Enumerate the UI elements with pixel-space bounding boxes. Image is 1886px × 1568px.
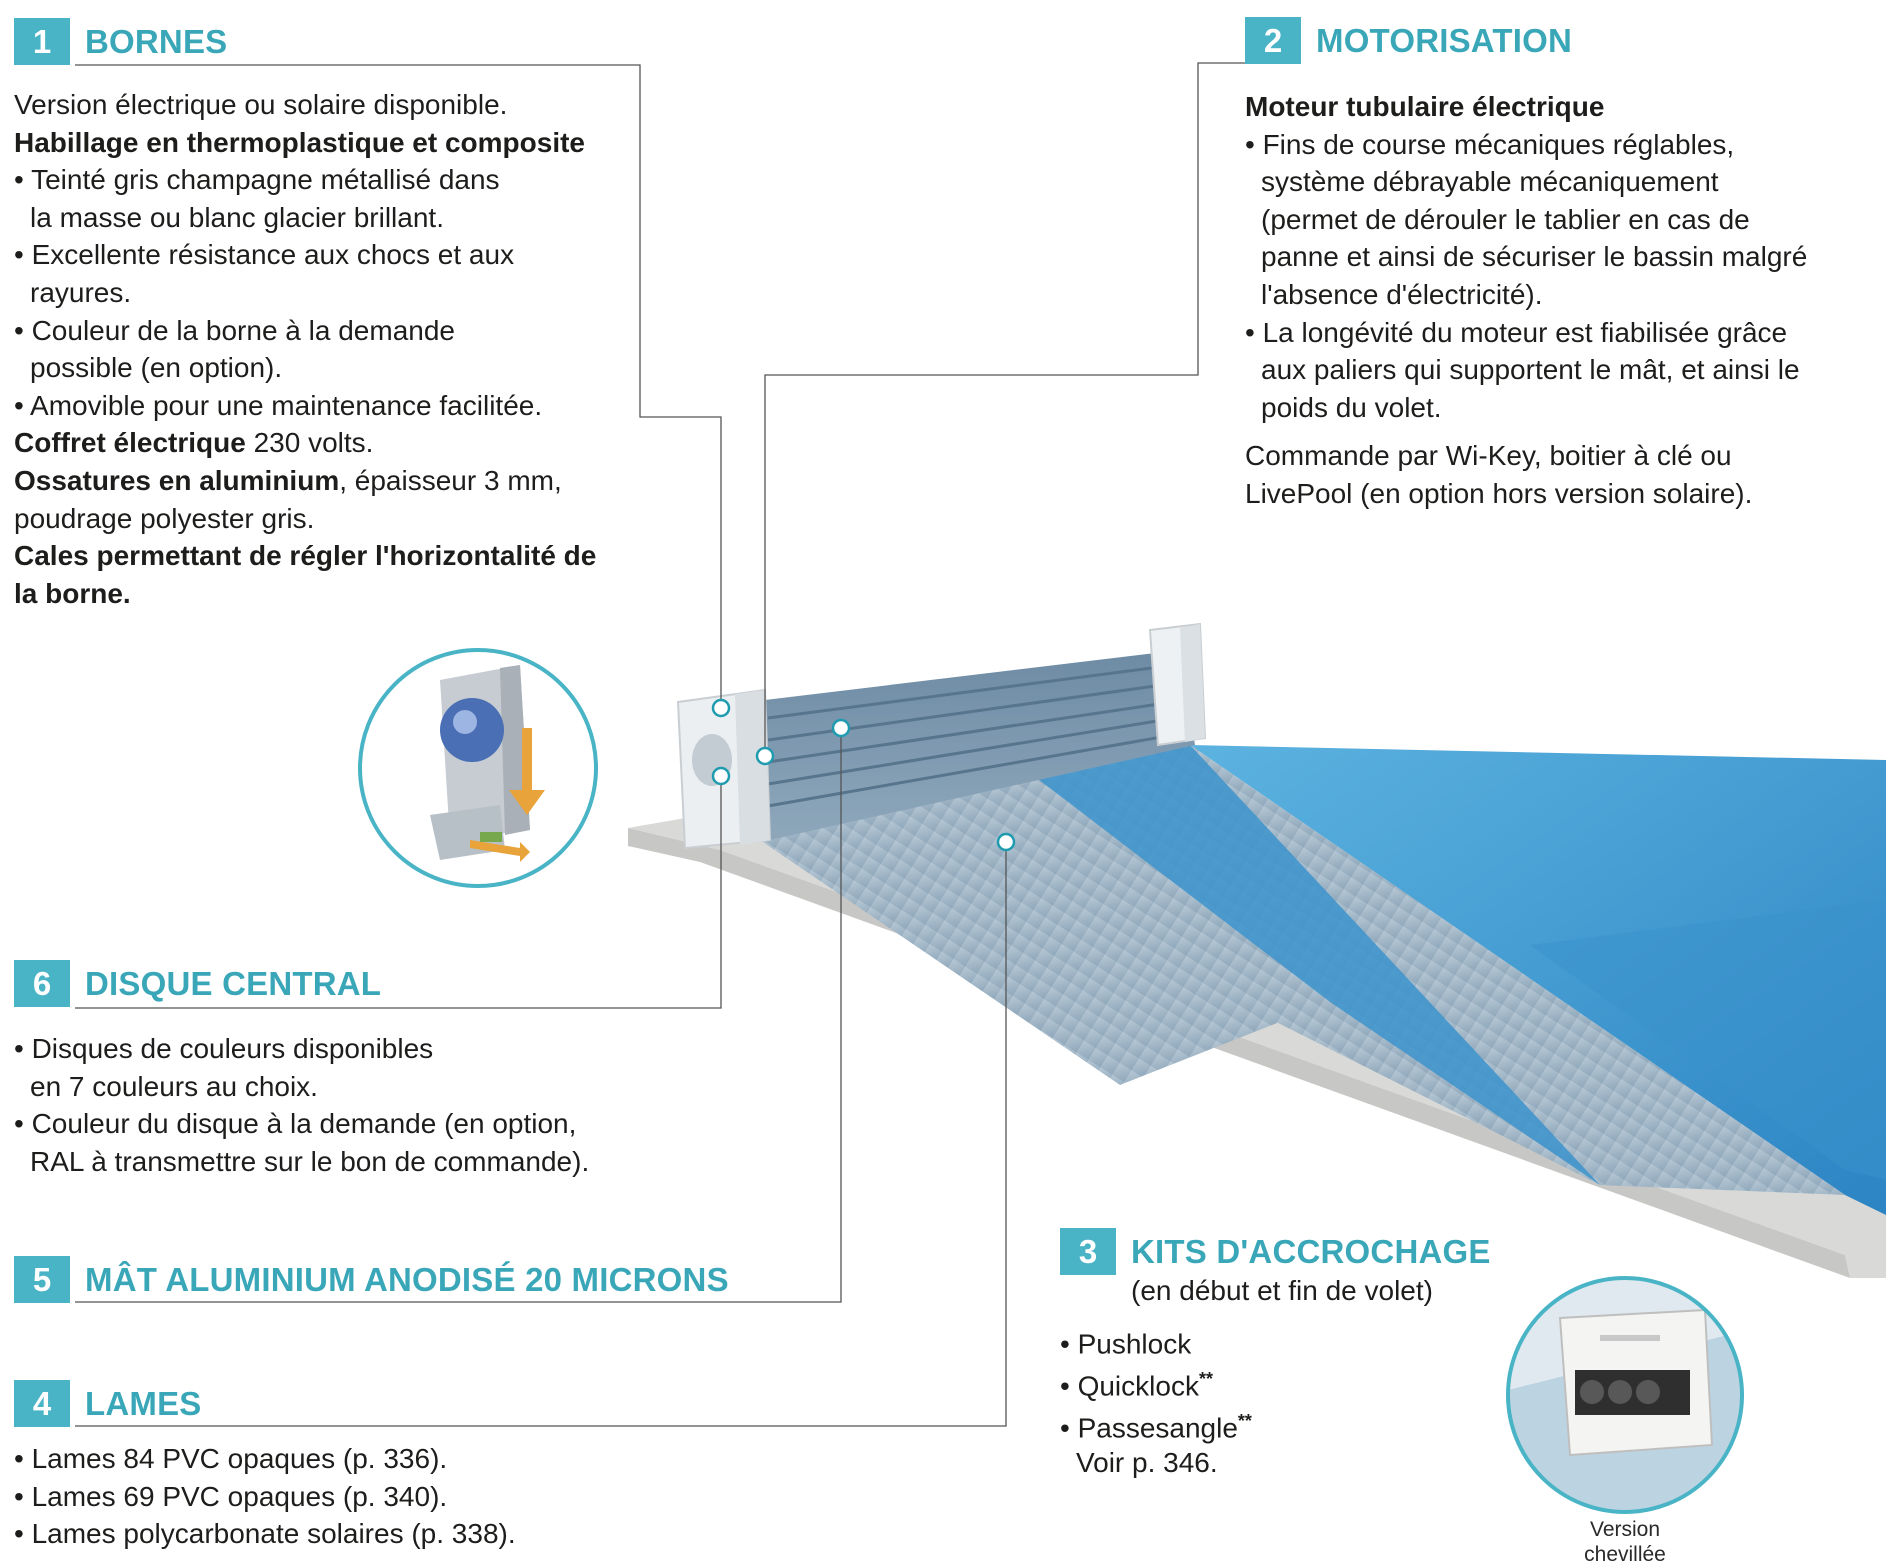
list-item xyxy=(1060,1362,1252,1404)
coffret-line xyxy=(14,424,596,462)
section-bornes-header xyxy=(14,18,227,65)
text-line: poudrage polyester gris. xyxy=(14,502,315,534)
section-subtitle: Moteur tubulaire électrique xyxy=(1245,91,1605,122)
section-subtitle: (en début et fin de volet) xyxy=(1131,1275,1433,1306)
text-line: la borne. xyxy=(14,577,131,609)
section-title: KITS D'ACCROCHAGE xyxy=(1131,1232,1491,1270)
photo-caption xyxy=(1545,1517,1705,1567)
dot-mat xyxy=(833,720,849,736)
section-kits-text xyxy=(1060,1320,1252,1481)
section-disque-text xyxy=(14,1030,589,1180)
section-motorisation-text xyxy=(1245,88,1807,513)
section-title: MOTORISATION xyxy=(1316,21,1573,59)
section-number: 1 xyxy=(14,18,70,65)
text-line: (permet de dérouler le tablier en cas de xyxy=(1261,203,1750,235)
ossatures-rest: , épaisseur 3 mm, xyxy=(339,464,562,496)
text-line: l'absence d'électricité). xyxy=(1261,278,1543,310)
section-lames-text xyxy=(14,1440,516,1553)
text-line: aux paliers qui supportent le mât, et ainsi le xyxy=(1261,354,1800,386)
text-line: la masse ou blanc glacier brillant. xyxy=(30,201,444,233)
section-number: 2 xyxy=(1245,17,1301,64)
text-line: rayures. xyxy=(30,276,132,308)
text-line: • Amovible pour une maintenance facilitée. xyxy=(14,389,543,421)
section-bornes-text xyxy=(14,86,596,612)
item-mark: ** xyxy=(1237,1410,1252,1431)
caption-line: Version xyxy=(1589,1518,1661,1541)
section-lames-header xyxy=(14,1380,202,1427)
dot-bornes xyxy=(713,700,729,716)
ossatures-bold: Ossatures en aluminium xyxy=(14,464,340,496)
section-disque-header xyxy=(14,960,381,1007)
hook-detail-inset xyxy=(1508,1278,1748,1518)
item-label: • Passesangle xyxy=(1060,1411,1238,1443)
item-label: • Quicklock xyxy=(1060,1370,1199,1402)
text-line: • Disques de couleurs disponibles xyxy=(14,1033,434,1064)
text-line: possible (en option). xyxy=(30,352,283,384)
section-number: 6 xyxy=(14,960,70,1007)
caption-line: chevillée xyxy=(1584,1543,1666,1566)
section-title: MÂT ALUMINIUM ANODISÉ 20 MICRONS xyxy=(85,1260,729,1298)
item-label: • Pushlock xyxy=(1060,1328,1192,1360)
text-line: • Fins de course mécaniques réglables, xyxy=(1245,128,1735,160)
text-line: • La longévité du moteur est fiabilisée grâce xyxy=(1245,316,1788,348)
dot-disque xyxy=(713,768,729,784)
section-number: 5 xyxy=(14,1256,70,1303)
ossatures-line xyxy=(14,462,596,500)
text-line: Habillage en thermoplastique et composite xyxy=(14,126,586,158)
section-motorisation-header xyxy=(1245,17,1572,64)
section-kits-subtitle xyxy=(1131,1272,1433,1310)
section-mat-header xyxy=(14,1256,729,1303)
text-line: LivePool (en option hors version solaire). xyxy=(1245,477,1753,509)
text-line: • Couleur de la borne à la demande xyxy=(14,314,455,346)
section-title: DISQUE CENTRAL xyxy=(85,964,382,1002)
text-line: Cales permettant de régler l'horizontalité de xyxy=(14,540,597,572)
text-line: • Excellente résistance aux chocs et aux xyxy=(14,239,515,271)
text-line: RAL à transmettre sur le bon de commande). xyxy=(30,1145,590,1177)
list-item xyxy=(1060,1404,1252,1446)
coffret-bold: Coffret électrique xyxy=(14,427,246,459)
text-line: Version électrique ou solaire disponible. xyxy=(14,89,508,120)
section-number: 3 xyxy=(1060,1228,1116,1275)
section-kits-header xyxy=(1060,1228,1491,1275)
list-item: • Lames polycarbonate solaires (p. 338). xyxy=(14,1518,516,1550)
item-mark: ** xyxy=(1198,1368,1213,1389)
post-detail-inset xyxy=(360,650,596,886)
text-line: • Teinté gris champagne métallisé dans xyxy=(14,164,500,196)
text-line: panne et ainsi de sécuriser le bassin malgré xyxy=(1261,241,1808,273)
text-line: poids du volet. xyxy=(1261,391,1442,423)
list-item xyxy=(1060,1320,1252,1362)
page-reference: Voir p. 346. xyxy=(1076,1447,1218,1479)
text-line: système débrayable mécaniquement xyxy=(1261,166,1719,198)
text-line: en 7 couleurs au choix. xyxy=(30,1070,318,1102)
dot-motorisation xyxy=(757,748,773,764)
text-line: • Couleur du disque à la demande (en option, xyxy=(14,1108,577,1140)
coffret-rest: 230 volts. xyxy=(245,427,374,459)
section-title: BORNES xyxy=(85,22,228,60)
post-right xyxy=(1150,624,1205,745)
dot-lames xyxy=(998,834,1014,850)
list-item: • Lames 84 PVC opaques (p. 336). xyxy=(14,1443,448,1474)
text-line: Commande par Wi-Key, boitier à clé ou xyxy=(1245,440,1732,472)
section-number: 4 xyxy=(14,1380,70,1427)
section-title: LAMES xyxy=(85,1384,202,1422)
list-item: • Lames 69 PVC opaques (p. 340). xyxy=(14,1480,448,1512)
